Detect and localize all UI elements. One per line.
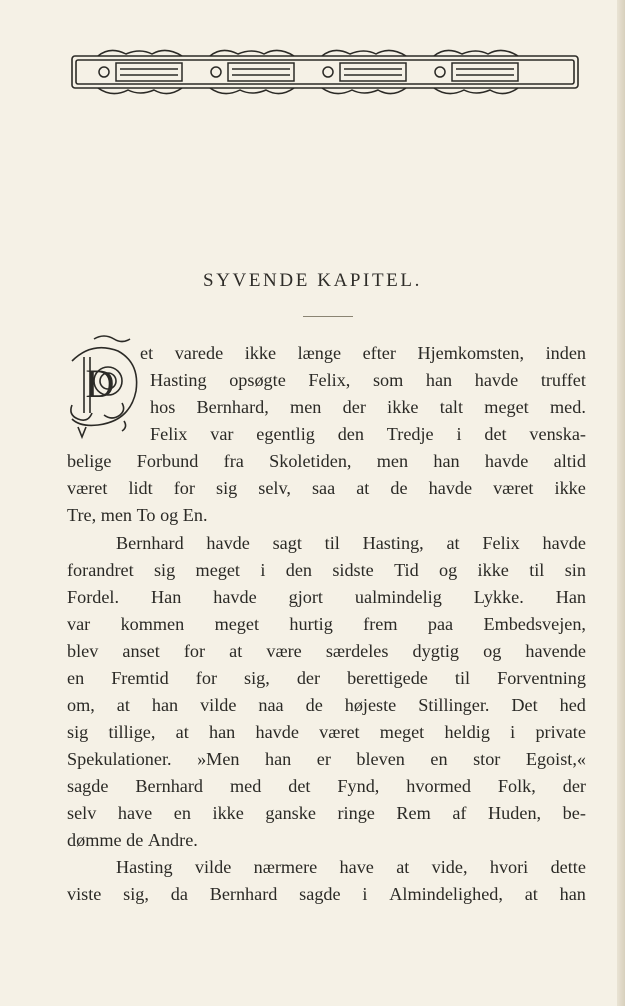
text-line — [67, 881, 586, 908]
text-line — [67, 502, 586, 529]
word: i — [456, 424, 462, 444]
word: bleven — [356, 749, 405, 769]
word: Forventning — [497, 668, 586, 688]
text-line — [67, 448, 586, 475]
word: Stillinger. — [418, 695, 490, 715]
word: Felix — [482, 533, 520, 553]
text-line — [67, 638, 586, 665]
word: han — [559, 884, 586, 904]
word: fra — [223, 451, 244, 471]
word: selv, — [258, 478, 291, 498]
word: Han — [150, 587, 182, 607]
word: viste — [67, 884, 102, 904]
word: i — [362, 884, 368, 904]
word: at — [175, 722, 189, 742]
word: med — [229, 776, 262, 796]
word: Spekulationer. — [67, 749, 172, 769]
word: Fordel. — [67, 587, 120, 607]
word: dygtig — [412, 641, 460, 661]
word: sig — [216, 478, 238, 498]
word: hvori — [489, 857, 529, 877]
word: blev — [67, 641, 99, 661]
word: havde — [213, 587, 257, 607]
word: Bernhard, — [196, 397, 269, 417]
text-line — [150, 421, 586, 448]
word: som — [372, 370, 404, 390]
word: og — [483, 641, 502, 661]
word: til — [454, 668, 471, 688]
word: gjort — [288, 587, 323, 607]
word: private — [535, 722, 586, 742]
word: To — [136, 505, 161, 525]
word: Tid — [394, 560, 419, 580]
word: om, — [67, 695, 95, 715]
word: saa — [311, 478, 336, 498]
word: han — [425, 370, 453, 390]
word: han — [265, 749, 292, 769]
word: nærmere — [253, 857, 318, 877]
word: ringe — [337, 803, 375, 823]
word: ganske — [265, 803, 316, 823]
word: Folk, — [497, 776, 536, 796]
word: en — [430, 749, 448, 769]
word: Han — [555, 587, 586, 607]
word: belige — [67, 451, 112, 471]
word: særdeles — [325, 641, 389, 661]
text-line — [67, 584, 586, 611]
text-line — [140, 340, 586, 367]
word: at — [524, 884, 538, 904]
word: meget — [379, 722, 425, 742]
word: Hjemkomsten, — [417, 343, 525, 363]
word: er — [316, 749, 331, 769]
word: de — [305, 695, 323, 715]
word: Tre, — [67, 505, 101, 525]
word: i — [510, 722, 516, 742]
word: varede — [174, 343, 224, 363]
word: hos — [150, 397, 176, 417]
text-line — [67, 611, 586, 638]
word: det — [484, 424, 507, 444]
word: sig, — [123, 884, 149, 904]
word: havde — [428, 478, 473, 498]
word: men — [290, 397, 322, 417]
word: at — [356, 478, 370, 498]
word: Hasting — [150, 370, 207, 390]
word: Lykke. — [473, 587, 524, 607]
word: et — [140, 343, 154, 363]
word: meget — [214, 614, 260, 634]
word: han — [209, 722, 236, 742]
word: havde — [542, 533, 586, 553]
word: En. — [182, 505, 208, 525]
text-line — [150, 367, 586, 394]
word: Fremtid — [111, 668, 169, 688]
word: truffet — [540, 370, 586, 390]
word: ikke — [244, 343, 277, 363]
word: være — [266, 641, 302, 661]
word: at — [116, 695, 130, 715]
word: af — [452, 803, 467, 823]
word: sin — [564, 560, 586, 580]
word: inden — [545, 343, 586, 363]
word: meget — [484, 397, 529, 417]
word: Almindelighed, — [389, 884, 503, 904]
word: at — [446, 533, 460, 553]
word: var — [67, 614, 91, 634]
word: den — [285, 560, 312, 580]
word: be- — [562, 803, 586, 823]
word: Tredje — [386, 424, 434, 444]
word: sagde — [299, 884, 341, 904]
word: en — [173, 803, 191, 823]
word: den — [337, 424, 364, 444]
word: været — [493, 478, 534, 498]
word: dømme — [67, 830, 127, 850]
word: selv — [67, 803, 97, 823]
word: Bernhard — [116, 533, 184, 553]
text-line — [67, 719, 586, 746]
word: havde — [255, 722, 299, 742]
word: forandret — [67, 560, 134, 580]
word: det — [288, 776, 311, 796]
word: Fynd, — [337, 776, 380, 796]
word: egentlig — [256, 424, 315, 444]
word: altid — [553, 451, 586, 471]
word: sig — [67, 722, 89, 742]
word: sidste — [332, 560, 374, 580]
word: Felix — [150, 424, 188, 444]
word: Embedsvejen, — [483, 614, 586, 634]
word: længe — [297, 343, 342, 363]
word: hurtig — [289, 614, 333, 634]
word: Hasting, — [362, 533, 424, 553]
word: at — [396, 857, 410, 877]
word: der — [562, 776, 586, 796]
text-line — [67, 665, 586, 692]
text-line — [116, 530, 586, 557]
word: hed — [559, 695, 586, 715]
word: talt — [439, 397, 464, 417]
word: og — [439, 560, 458, 580]
word: der — [342, 397, 366, 417]
word: Skoletiden, — [269, 451, 352, 471]
word: berettigede — [347, 668, 428, 688]
word: en — [67, 668, 85, 688]
word: været — [319, 722, 360, 742]
word: Det — [511, 695, 538, 715]
word: havende — [525, 641, 586, 661]
text-line — [67, 557, 586, 584]
word: heldig — [444, 722, 490, 742]
word: Forbund — [136, 451, 199, 471]
word: frem — [363, 614, 398, 634]
text-line — [150, 394, 586, 421]
word: vilde — [194, 857, 232, 877]
word: sig, — [244, 668, 270, 688]
word: da — [170, 884, 188, 904]
word: tillige, — [108, 722, 156, 742]
word: venska- — [529, 424, 586, 444]
word: at — [229, 641, 243, 661]
word: dette — [550, 857, 586, 877]
word: paa — [427, 614, 454, 634]
word: for — [183, 641, 206, 661]
word: til — [529, 560, 545, 580]
initial-letter: D — [85, 361, 115, 406]
word: have — [117, 803, 153, 823]
word: ualmindelig — [354, 587, 442, 607]
word: efter — [362, 343, 396, 363]
word: Andre. — [147, 830, 198, 850]
word: var — [210, 424, 234, 444]
word: Bernhard — [135, 776, 204, 796]
word: lidt — [128, 478, 153, 498]
word: opsøgte — [229, 370, 286, 390]
word: sagt — [272, 533, 302, 553]
word: ikke — [387, 397, 419, 417]
word: meget — [195, 560, 240, 580]
word: for — [195, 668, 218, 688]
word: men — [376, 451, 409, 471]
word: ikke — [212, 803, 244, 823]
word: kommen — [120, 614, 185, 634]
text-line — [67, 827, 586, 854]
word: vilde — [200, 695, 237, 715]
text-line — [67, 746, 586, 773]
word: anset — [122, 641, 160, 661]
text-line — [67, 692, 586, 719]
word: sagde — [67, 776, 109, 796]
chapter-title: SYVENDE KAPITEL. — [203, 270, 422, 291]
word: de — [126, 830, 148, 850]
word: til — [324, 533, 340, 553]
word: stor — [473, 749, 501, 769]
word: i — [260, 560, 266, 580]
word: havde — [474, 370, 519, 390]
word: naa — [258, 695, 284, 715]
word: ikke — [554, 478, 586, 498]
word: Rem — [396, 803, 431, 823]
text-line — [67, 773, 586, 800]
word: men — [100, 505, 137, 525]
word: de — [390, 478, 408, 498]
word: for — [173, 478, 195, 498]
word: været — [67, 478, 108, 498]
word: højeste — [344, 695, 397, 715]
word: Felix, — [308, 370, 351, 390]
word: havde — [206, 533, 250, 553]
word: ikke — [477, 560, 509, 580]
word: Huden, — [488, 803, 542, 823]
word: have — [339, 857, 374, 877]
text-line — [116, 854, 586, 881]
word: Bernhard — [209, 884, 278, 904]
word: med. — [550, 397, 586, 417]
word: Hasting — [116, 857, 173, 877]
word: sig — [153, 560, 176, 580]
word: »Men — [197, 749, 240, 769]
word: Egoist,« — [525, 749, 586, 769]
text-line — [67, 800, 586, 827]
word: han — [151, 695, 179, 715]
word: hvormed — [406, 776, 471, 796]
word: han — [433, 451, 460, 471]
word: og — [160, 505, 183, 525]
word: der — [296, 668, 321, 688]
text-line — [67, 475, 586, 502]
word: havde — [484, 451, 529, 471]
word: vide, — [431, 857, 468, 877]
